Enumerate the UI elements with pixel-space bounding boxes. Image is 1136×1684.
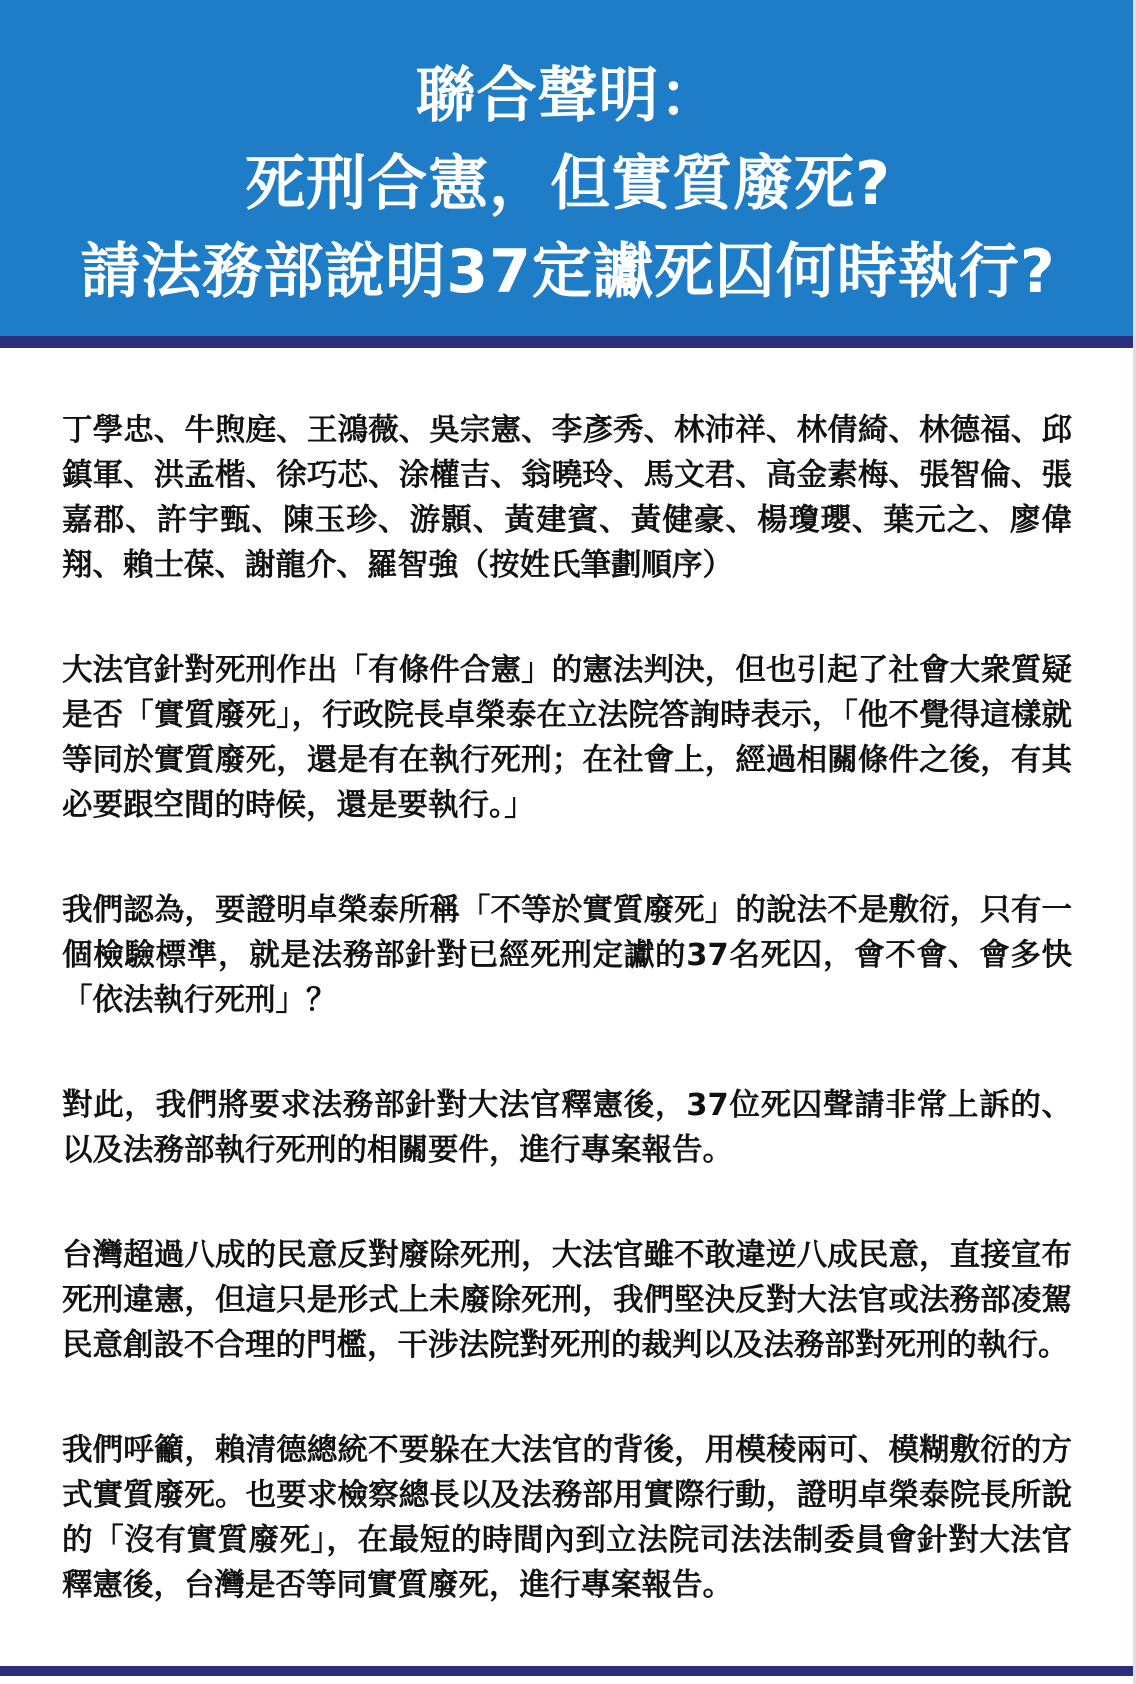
background-paragraph: 大法官針對死刑作出「有條件合憲」的憲法判決，但也引起了社會大衆質疑是否「實質廢死」，行政院長卓榮泰在立法院答詢時表示，「他不覺得這樣就等同於實質廢死，還是有在執行死刑；在社會上，經過相關條件之後，有其必要跟空間的時候，還是要執行。」	[62, 653, 1072, 823]
request-paragraph: 對此，我們將要求法務部針對大法官釋憲後，37位死囚聲請非常上訴的、以及法務部執行死刑的相關要件，進行專案報告。	[62, 1088, 1072, 1168]
statement-title	[0, 52, 1136, 316]
title-banner	[0, 0, 1136, 336]
statement-body	[62, 408, 1072, 1668]
footer-strip	[0, 1676, 1136, 1684]
title-line-1: 聯合聲明：	[415, 61, 721, 131]
appeal-paragraph: 我們呼籲，賴清德總統不要躲在大法官的背後，用模稜兩可、模糊敷衍的方式實質廢死。也要求檢察總長以及法務部用實際行動，證明卓榮泰院長所說的「沒有實質廢死」，在最短的時間內到立法院司法法制委員會針對大法官釋憲後，台灣是否等同實質廢死，進行專案報告。	[62, 1433, 1072, 1603]
footer-divider	[0, 1666, 1136, 1676]
title-divider	[0, 336, 1136, 348]
public-opinion-paragraph: 台灣超過八成的民意反對廢除死刑，大法官雖不敢違逆八成民意，直接宣布死刑違憲，但這只是形式上未廢除死刑，我們堅決反對大法官或法務部凌駕民意創設不合理的門檻，干涉法院對死刑的裁判以及法務部對死刑的執行。	[62, 1238, 1072, 1363]
title-line-2: 死刑合憲，但實質廢死?	[245, 149, 891, 219]
signatories-paragraph: 丁學忠、牛煦庭、王鴻薇、吳宗憲、李彥秀、林沛祥、林倩綺、林德福、邱鎮軍、洪孟楷、徐巧芯、涂權吉、翁曉玲、馬文君、高金素梅、張智倫、張嘉郡、許宇甄、陳玉珍、游顥、黃建賓、黃健豪、楊瓊瓔、葉元之、廖偉翔、賴士葆、謝龍介、羅智強（按姓氏筆劃順序）	[62, 413, 1072, 583]
position-paragraph: 我們認為，要證明卓榮泰所稱「不等於實質廢死」的說法不是敷衍，只有一個檢驗標準，就是法務部針對已經死刑定讞的37名死囚，會不會、會多快「依法執行死刑」？	[62, 893, 1072, 1018]
title-line-3: 請法務部說明37定讞死囚何時執行?	[80, 237, 1056, 307]
